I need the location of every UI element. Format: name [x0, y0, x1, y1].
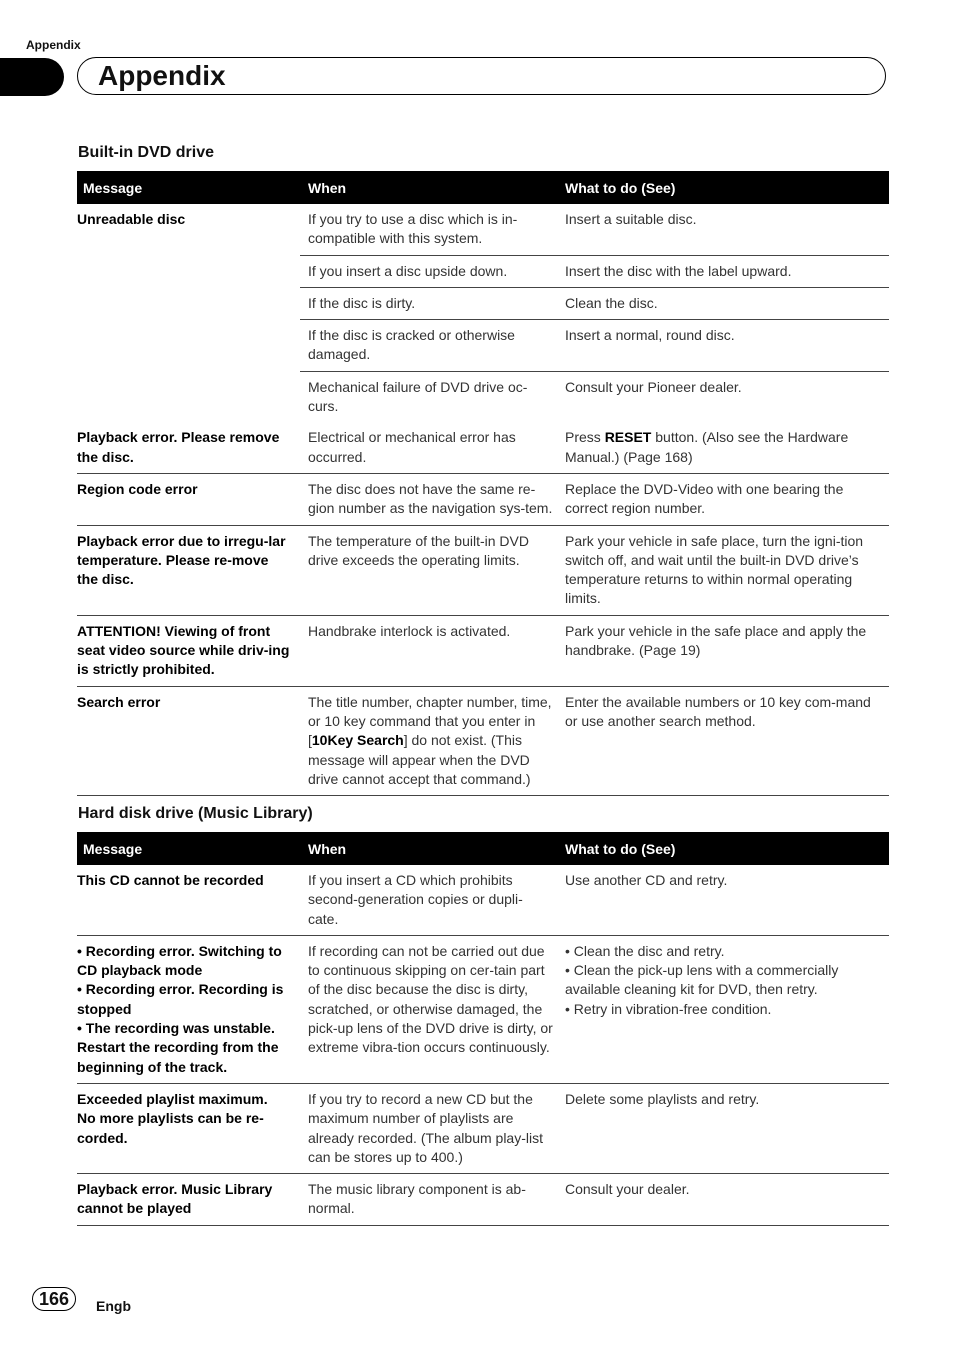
- todo-cell: Use another CD and retry.: [557, 865, 889, 935]
- message-cell: Search error: [77, 686, 300, 795]
- 10key-search-keyword: 10Key Search: [311, 732, 404, 749]
- todo-cell: Enter the available numbers or 10 key com-mand or use another search method.: [557, 686, 889, 795]
- when-cell: If the disc is cracked or otherwise damaged.: [300, 320, 557, 372]
- when-cell: Mechanical failure of DVD drive oc-curs.: [308, 378, 528, 415]
- reset-keyword: RESET: [604, 429, 652, 446]
- when-cell: If you insert a disc upside down.: [300, 255, 557, 287]
- todo-bullet: • Clean the disc and retry.: [565, 942, 725, 959]
- table-row: [77, 473, 889, 525]
- table-row: [77, 1174, 889, 1226]
- todo-cell: Replace the DVD-Video with one bearing the correct region number.: [557, 473, 889, 525]
- col-header-when: When: [300, 171, 557, 204]
- message-cell: Playback error. Music Library cannot be played: [77, 1174, 300, 1226]
- table-row: [77, 204, 889, 255]
- table-row: [77, 422, 889, 473]
- message-cell: Unreadable disc: [77, 211, 186, 227]
- table-row: [77, 865, 889, 935]
- when-cell: The title number, chapter number, time, or 10 key command that you enter in [10Key Search] do not exist. (This message will appear when the DVD drive cannot accept that command.): [300, 686, 557, 795]
- message-cell: Exceeded playlist maximum. No more playlists can be re-corded.: [77, 1083, 300, 1173]
- table-header-row: [77, 171, 889, 204]
- todo-cell: Park your vehicle in the safe place and apply the handbrake. (Page 19): [557, 615, 889, 686]
- table-row: [77, 686, 889, 795]
- when-cell: Handbrake interlock is activated.: [300, 615, 557, 686]
- table-header-row: [77, 832, 889, 865]
- language-code: Engb: [96, 1298, 131, 1314]
- todo-cell: Clean the disc.: [557, 287, 889, 319]
- hdd-error-table: [77, 832, 889, 1226]
- when-cell: If you try to record a new CD but the maximum number of playlists are already recorded. (The album play-list can be stores up to 400.): [300, 1083, 557, 1173]
- when-cell: If recording can not be carried out due to continuous skipping on cer-tain part of the disc because the disc is dirty, scratched, or otherwise damaged, the pick-up lens of the DVD drive is dirty, or extreme vibra-tion occurs continuously.: [300, 935, 557, 1083]
- table-row: [77, 615, 889, 686]
- col-header-message: Message: [77, 832, 300, 865]
- message-bullet: • The recording was unstable. Restart the recording from the beginning of the track.: [77, 1020, 279, 1075]
- message-cell: [77, 935, 300, 1083]
- todo-cell: Park your vehicle in safe place, turn the igni-tion switch off, and wait until the built-in DVD drive’s temperature returns to within normal operating limits.: [557, 525, 889, 615]
- section-tab-marker: [0, 58, 64, 96]
- dvd-error-table: [77, 171, 889, 796]
- when-cell: If the disc is dirty.: [300, 287, 557, 319]
- col-header-when: When: [300, 832, 557, 865]
- todo-cell: Consult your Pioneer dealer.: [565, 378, 742, 395]
- hdd-section-title: Hard disk drive (Music Library): [78, 805, 313, 822]
- todo-cell: Insert a normal, round disc.: [557, 320, 889, 372]
- col-header-message: Message: [77, 171, 300, 204]
- todo-cell: [557, 935, 889, 1083]
- todo-bullet: • Clean the pick-up lens with a commercially available cleaning kit for DVD, then retry.: [565, 962, 839, 998]
- table-row: [77, 525, 889, 615]
- todo-cell: Insert the disc with the label upward.: [557, 255, 889, 287]
- todo-cell: Consult your dealer.: [557, 1174, 889, 1226]
- when-cell: The music library component is ab-normal.: [300, 1174, 557, 1226]
- message-cell: This CD cannot be recorded: [77, 865, 300, 935]
- col-header-todo: What to do (See): [557, 832, 889, 865]
- message-bullet: • Recording error. Recording is stopped: [77, 981, 284, 1017]
- todo-cell: Delete some playlists and retry.: [557, 1083, 889, 1173]
- when-cell: Electrical or mechanical error has occurred.: [300, 422, 557, 473]
- message-cell: Playback error. Please remove the disc.: [77, 422, 300, 473]
- message-cell: Playback error due to irregu-lar temperature. Please re-move the disc.: [77, 525, 300, 615]
- when-cell: If you insert a CD which prohibits second-generation copies or dupli-cate.: [300, 865, 557, 935]
- page-number: 166: [32, 1287, 76, 1311]
- todo-bullet: • Retry in vibration-free condition.: [565, 1000, 772, 1017]
- hdd-section: [77, 804, 889, 1226]
- todo-cell: Press RESET button. (Also see the Hardware Manual.) (Page 168): [557, 422, 889, 473]
- message-cell: Region code error: [77, 473, 300, 525]
- page-title: Appendix: [98, 60, 226, 91]
- dvd-section: [77, 143, 889, 796]
- running-head: Appendix: [26, 38, 81, 52]
- todo-cell: Insert a suitable disc.: [557, 204, 889, 255]
- table-row: [77, 1083, 889, 1173]
- message-bullet: • Recording error. Switching to CD playback mode: [77, 942, 282, 979]
- message-cell: ATTENTION! Viewing of front seat video source while driv-ing is strictly prohibited.: [77, 615, 300, 686]
- col-header-todo: What to do (See): [557, 171, 889, 204]
- when-cell: The disc does not have the same re-gion number as the navigation sys-tem.: [300, 473, 557, 525]
- dvd-section-title: Built-in DVD drive: [78, 144, 215, 161]
- table-row: [77, 935, 889, 1083]
- page-title-frame: [77, 57, 886, 95]
- when-cell: The temperature of the built-in DVD drive exceeds the operating limits.: [300, 525, 557, 615]
- when-cell: If you try to use a disc which is in-compatible with this system.: [300, 204, 557, 255]
